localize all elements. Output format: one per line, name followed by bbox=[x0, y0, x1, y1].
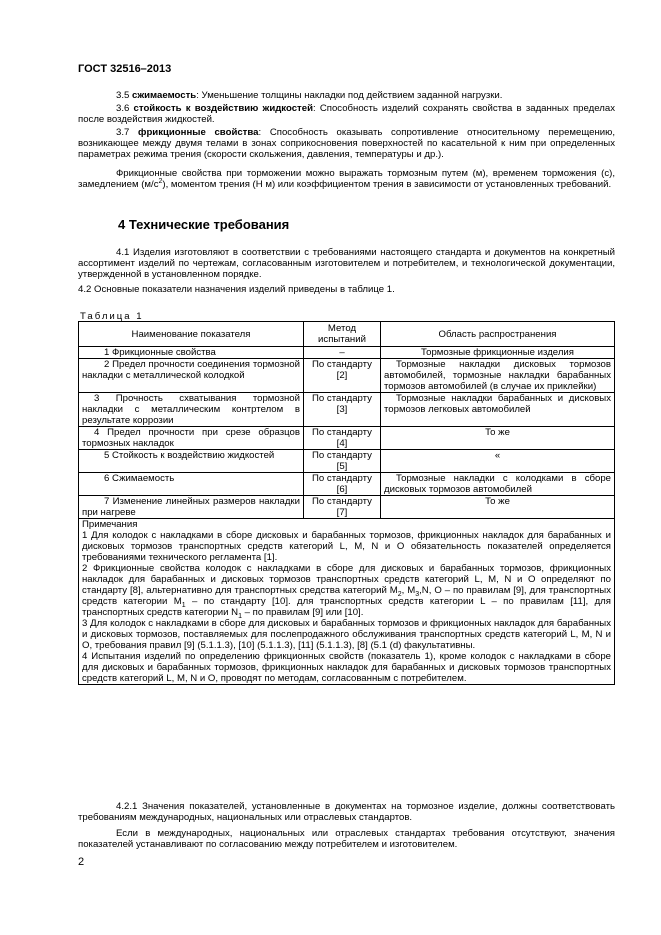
cell-scope: Тормозные накладки дисковых тормозов автомобилей, тормозные накладки барабанных тормозов автомобилей (в случае их приклейки) bbox=[381, 359, 615, 393]
note-4: 4 Испытания изделий по определению фрикционных свойств (показатель 1), кроме колодок с накладками в сборе для дисковых и барабанных тормозов, фрикционных накладок для барабанных и дисковых тормозов транспортных средств категорий L, M, N и O, проводят по методам, согласованным с потребителем. bbox=[82, 651, 611, 684]
page-number: 2 bbox=[78, 856, 85, 868]
table-row bbox=[79, 393, 615, 427]
section-title: 4 Технические требования bbox=[118, 217, 290, 232]
cell-name: 1 Фрикционные свойства bbox=[79, 347, 304, 359]
cell-name: 5 Стойкость к воздействию жидкостей bbox=[79, 450, 304, 473]
table-row bbox=[79, 473, 615, 496]
table-row bbox=[79, 450, 615, 473]
definition-3-5: 3.5 сжимаемость: Уменьшение толщины накладки под действием заданной нагрузки. bbox=[116, 90, 503, 101]
table-row bbox=[79, 496, 615, 519]
note-3: 3 Для колодок с накладками в сборе для дисковых и барабанных тормозов и фрикционных накладок для барабанных и дисковых тормозов, поставляемых для послепродажного обслуживания транспортных средств категорий L, M, N и O, требования правил [9] (5.1.1.3), [10] (5.1.1.3), [11] (5.1.1.3), [8] (5.1 (d) факультативны. bbox=[82, 618, 611, 651]
col-header-scope: Область распространения bbox=[381, 322, 615, 347]
cell-method: По стандарту [5] bbox=[304, 450, 381, 473]
table-row bbox=[79, 427, 615, 450]
paragraph-4-2-1-b: Если в международных, национальных или отраслевых стандартах требования отсутствуют, значения показателей устанавливают по согласованию между потребителем и изготовителем. bbox=[78, 828, 615, 851]
cell-name: 4 Предел прочности при срезе образцов тормозных накладок bbox=[79, 427, 304, 450]
cell-method: По стандарту [4] bbox=[304, 427, 381, 450]
table-row bbox=[79, 347, 615, 359]
table-notes bbox=[79, 519, 615, 685]
cell-name: 2 Предел прочности соединения тормозной накладки с металлической колодкой bbox=[79, 359, 304, 393]
table-caption: Таблица 1 bbox=[80, 311, 144, 322]
cell-method: По стандарту [6] bbox=[304, 473, 381, 496]
requirements-table bbox=[78, 321, 615, 685]
term-fluid-resistance: стойкость к воздействию жидкостей bbox=[133, 103, 313, 114]
paragraph-4-2-1: 4.2.1 Значения показателей, установленные в документах на тормозное изделие, должны соответствовать требованиям международных, национальных или отраслевых стандартов. bbox=[78, 801, 615, 824]
term-friction-properties: фрикционные свойства bbox=[138, 127, 259, 138]
definition-3-7: 3.7 фрикционные свойства: Способность оказывать сопротивление относительному перемещению, возникающее между двумя телами в зонах соприкосновения поверхностей по касательной к ним при определенных параметрах режима трения (скорости скольжения, давления, температуры и др.). bbox=[78, 127, 615, 161]
note-2: 2 Фрикционные свойства колодок с накладками в сборе для дисковых и барабанных тормозов, фрикционных накладок для барабанных и дисковых тормозов транспортных средств категорий L, M, N и O определяют по стандарту [8], альтернативно для транспортных средства категорий $M_2$, $M_3,N$, O – по правилам [9], для транспортных средств категории $M_1$ – по стандарту [10]. для транспортных средств категории L – по правилам [11], для транспортных средств категории $N_1$ – по правилам [9] или [10]. bbox=[82, 563, 611, 620]
table-row bbox=[79, 359, 615, 393]
cell-name: 3 Прочность схватывания тормозной накладки с металлическим контртелом в результате коррозии bbox=[79, 393, 304, 427]
table-header-row bbox=[79, 322, 615, 347]
cell-method: По стандарту [2] bbox=[304, 359, 381, 393]
friction-properties-paragraph: Фрикционные свойства при торможении можно выражать тормозным путем (м), временем торможения (с), замедлением $(м/с^2)$, моментом трения (Н м) или коэффициентом трения в зависимости от установленных требований. bbox=[78, 168, 615, 191]
term-compressibility: сжимаемость bbox=[132, 90, 197, 101]
paragraph-4-2: 4.2 Основные показатели назначения изделий приведены в таблице 1. bbox=[78, 284, 395, 295]
cell-scope: « bbox=[381, 450, 615, 473]
definition-3-6: 3.6 стойкость к воздействию жидкостей: Способность изделий сохранять свойства в заданных пределах после воздействия жидкостей. bbox=[78, 103, 615, 126]
table-notes-row bbox=[79, 519, 615, 685]
cell-scope: Тормозные фрикционные изделия bbox=[381, 347, 615, 359]
cell-scope: Тормозные накладки барабанных и дисковых тормозов легковых автомобилей bbox=[381, 393, 615, 427]
cell-method: – bbox=[304, 347, 381, 359]
cell-name: 6 Сжимаемость bbox=[79, 473, 304, 496]
note-1: 1 Для колодок с накладками в сборе дисковых и барабанных тормозов, фрикционных накладок для барабанных и дисковых тормозов транспортных средств категорий L, M, N и O обязательность показателей определяется требованиями технического регламента [1]. bbox=[82, 530, 611, 563]
cell-scope: Тормозные накладки с колодками в сборе дисковых тормозов автомобилей bbox=[381, 473, 615, 496]
cell-name: 7 Изменение линейных размеров накладки при нагреве bbox=[79, 496, 304, 519]
cell-scope: То же bbox=[381, 427, 615, 450]
notes-title: Примечания bbox=[82, 519, 138, 530]
col-header-method: Метод испытаний bbox=[304, 322, 381, 347]
cell-method: По стандарту [7] bbox=[304, 496, 381, 519]
standard-header: ГОСТ 32516–2013 bbox=[78, 63, 172, 75]
col-header-name: Наименование показателя bbox=[79, 322, 304, 347]
cell-scope: То же bbox=[381, 496, 615, 519]
paragraph-4-1: 4.1 Изделия изготовляют в соответствии с требованиями настоящего стандарта и документов на конкретный ассортимент изделий по чертежам, согласованным изготовителем и потребителем, и технологической документации, утвержденной в установленном порядке. bbox=[78, 247, 615, 281]
cell-method: По стандарту [3] bbox=[304, 393, 381, 427]
